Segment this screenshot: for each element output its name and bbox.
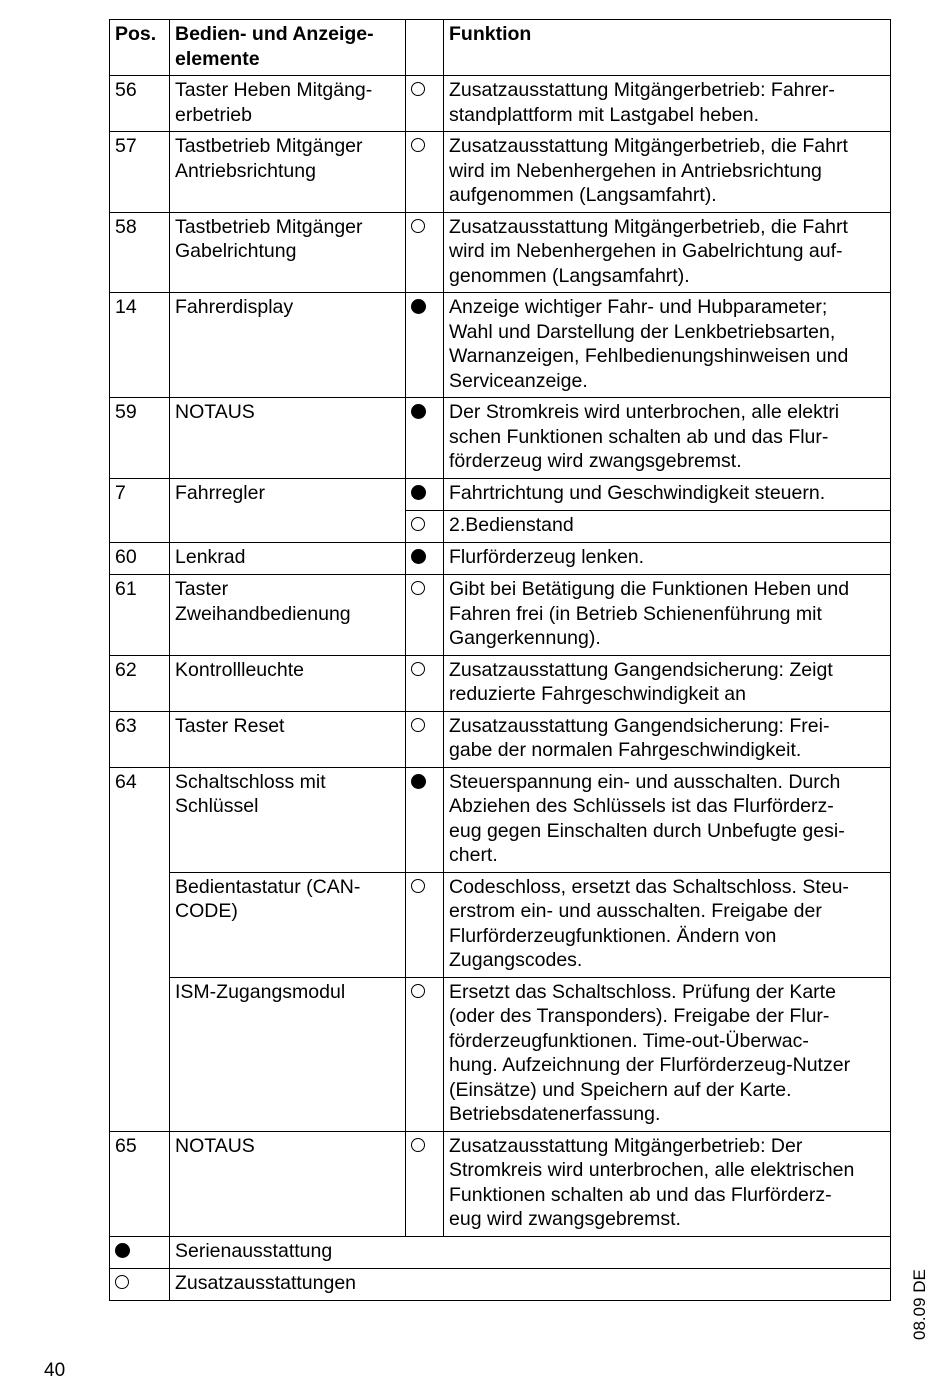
row-function: Zusatzausstattung Mitgängerbetrieb: Fahrer- standplattform mit Lastgabel heben.: [444, 76, 891, 132]
header-function: Funktion: [444, 20, 891, 76]
header-symbol: [406, 20, 444, 76]
table-row: [110, 293, 891, 398]
row-function: Fahrtrichtung und Geschwindigkeit steuern.: [444, 478, 891, 511]
row-pos: 59: [110, 398, 170, 479]
page-number: 40: [44, 1360, 66, 1381]
row-symbol: [406, 542, 444, 575]
table-header-row: [110, 20, 891, 76]
row-element: NOTAUS: [170, 1131, 406, 1236]
row-element: NOTAUS: [170, 398, 406, 479]
row-symbol: [406, 1131, 444, 1236]
row-function: Gibt bei Betätigung die Funktionen Heben und Fahren frei (in Betrieb Schienenführung mit Gangerkennung).: [444, 575, 891, 656]
open-circle-icon: [411, 138, 425, 152]
legend-row: [110, 1236, 891, 1269]
row-symbol: [406, 767, 444, 872]
open-circle-icon: [411, 662, 425, 676]
row-pos: 60: [110, 542, 170, 575]
row-function: Der Stromkreis wird unterbrochen, alle elektri schen Funktionen schalten ab und das Flur- förderzeug wird zwangsgebremst.: [444, 398, 891, 479]
row-function: Steuerspannung ein- und ausschalten. Durch Abziehen des Schlüssels ist das Flurförderz- eug gegen Einschalten durch Unbefugte gesi- chert.: [444, 767, 891, 872]
row-symbol: [406, 977, 444, 1131]
filled-circle-icon: [411, 774, 426, 789]
filled-circle-icon: [411, 485, 426, 500]
row-symbol: [406, 293, 444, 398]
row-element: Taster Zweihandbedienung: [170, 575, 406, 656]
legend-label: Zusatzausstattungen: [170, 1269, 891, 1301]
row-function: Codeschloss, ersetzt das Schaltschloss. Steu- erstrom ein- und ausschalten. Freigabe der Flurförderzeugfunktionen. Ändern von Zugangscodes.: [444, 872, 891, 977]
table-row: [110, 76, 891, 132]
row-element: Kontrollleuchte: [170, 655, 406, 711]
open-circle-icon: [411, 1138, 425, 1152]
row-symbol: [406, 711, 444, 767]
row-function: Zusatzausstattung Mitgängerbetrieb, die Fahrt wird im Nebenhergehen in Gabelrichtung auf- genommen (Langsamfahrt).: [444, 212, 891, 293]
row-pos: 63: [110, 711, 170, 767]
row-pos: 65: [110, 1131, 170, 1236]
row-element: Taster Heben Mitgäng- erbetrieb: [170, 76, 406, 132]
row-pos: 57: [110, 132, 170, 213]
row-pos: 7: [110, 478, 170, 542]
legend-symbol: [110, 1269, 170, 1301]
open-circle-icon: [411, 82, 425, 96]
open-circle-icon: [411, 219, 425, 233]
row-symbol: [406, 212, 444, 293]
open-circle-icon: [411, 879, 425, 893]
row-pos: 61: [110, 575, 170, 656]
table-row: [110, 542, 891, 575]
table-row: [110, 478, 891, 511]
row-function: Flurförderzeug lenken.: [444, 542, 891, 575]
row-symbol: [406, 575, 444, 656]
filled-circle-icon: [115, 1243, 130, 1258]
row-symbol: [406, 511, 444, 543]
row-pos: 14: [110, 293, 170, 398]
filled-circle-icon: [411, 404, 426, 419]
row-function: Zusatzausstattung Mitgängerbetrieb, die Fahrt wird im Nebenhergehen in Antriebsrichtung aufgenommen (Langsamfahrt).: [444, 132, 891, 213]
row-element: Tastbetrieb Mitgänger Gabelrichtung: [170, 212, 406, 293]
row-element: Fahrerdisplay: [170, 293, 406, 398]
filled-circle-icon: [411, 549, 426, 564]
row-element: Schaltschloss mit Schlüssel: [170, 767, 406, 872]
row-function: Ersetzt das Schaltschloss. Prüfung der Karte (oder des Transponders). Freigabe der Flur- förderzeugfunktionen. Time-out-Überwac- hung. Aufzeichnung der Flurförderzeug-Nutzer (Einsätze) und Speichern auf der Karte. Betriebsdatenerfassung.: [444, 977, 891, 1131]
row-function: Zusatzausstattung Gangendsicherung: Zeigt reduzierte Fahrgeschwindigkeit an: [444, 655, 891, 711]
row-pos: 62: [110, 655, 170, 711]
row-symbol: [406, 398, 444, 479]
table-row: [110, 655, 891, 711]
row-element: Fahrregler: [170, 478, 406, 542]
row-pos: 58: [110, 212, 170, 293]
table-row: [110, 212, 891, 293]
row-symbol: [406, 872, 444, 977]
controls-table: [109, 19, 891, 1301]
legend-symbol: [110, 1236, 170, 1269]
open-circle-icon: [411, 581, 425, 595]
row-function: Zusatzausstattung Gangendsicherung: Frei- gabe der normalen Fahrgeschwindigkeit.: [444, 711, 891, 767]
row-pos: 64: [110, 767, 170, 1131]
row-element: Tastbetrieb Mitgänger Antriebsrichtung: [170, 132, 406, 213]
row-pos: 56: [110, 76, 170, 132]
row-symbol: [406, 132, 444, 213]
table-row: [110, 872, 891, 977]
legend-row: [110, 1269, 891, 1301]
header-pos: Pos.: [110, 20, 170, 76]
open-circle-icon: [115, 1275, 129, 1289]
legend-label: Serienausstattung: [170, 1236, 891, 1269]
open-circle-icon: [411, 517, 425, 531]
row-symbol: [406, 76, 444, 132]
row-element: Lenkrad: [170, 542, 406, 575]
document-code: 08.09 DE: [910, 1269, 929, 1340]
table-row: [110, 132, 891, 213]
row-element: ISM-Zugangsmodul: [170, 977, 406, 1131]
row-function: 2.Bedienstand: [444, 511, 891, 543]
open-circle-icon: [411, 984, 425, 998]
header-element-text: Bedien- und Anzeige- elemente: [175, 23, 374, 70]
filled-circle-icon: [411, 299, 426, 314]
table-body: [110, 76, 891, 1301]
table-row: [110, 1131, 891, 1236]
table-row: [110, 711, 891, 767]
row-function: Zusatzausstattung Mitgängerbetrieb: Der Stromkreis wird unterbrochen, alle elektrischen Funktionen schalten ab und das Flurförderz- eug wird zwangsgebremst.: [444, 1131, 891, 1236]
table-row: [110, 767, 891, 872]
row-symbol: [406, 655, 444, 711]
row-element: Bedientastatur (CAN- CODE): [170, 872, 406, 977]
row-element: Taster Reset: [170, 711, 406, 767]
row-symbol: [406, 478, 444, 511]
table-row: [110, 977, 891, 1131]
table-row: [110, 575, 891, 656]
header-element: [170, 20, 406, 76]
open-circle-icon: [411, 718, 425, 732]
row-function: Anzeige wichtiger Fahr- und Hubparameter; Wahl und Darstellung der Lenkbetriebsarten, Warnanzeigen, Fehlbedienungshinweisen und Serviceanzeige.: [444, 293, 891, 398]
table-row: [110, 398, 891, 479]
